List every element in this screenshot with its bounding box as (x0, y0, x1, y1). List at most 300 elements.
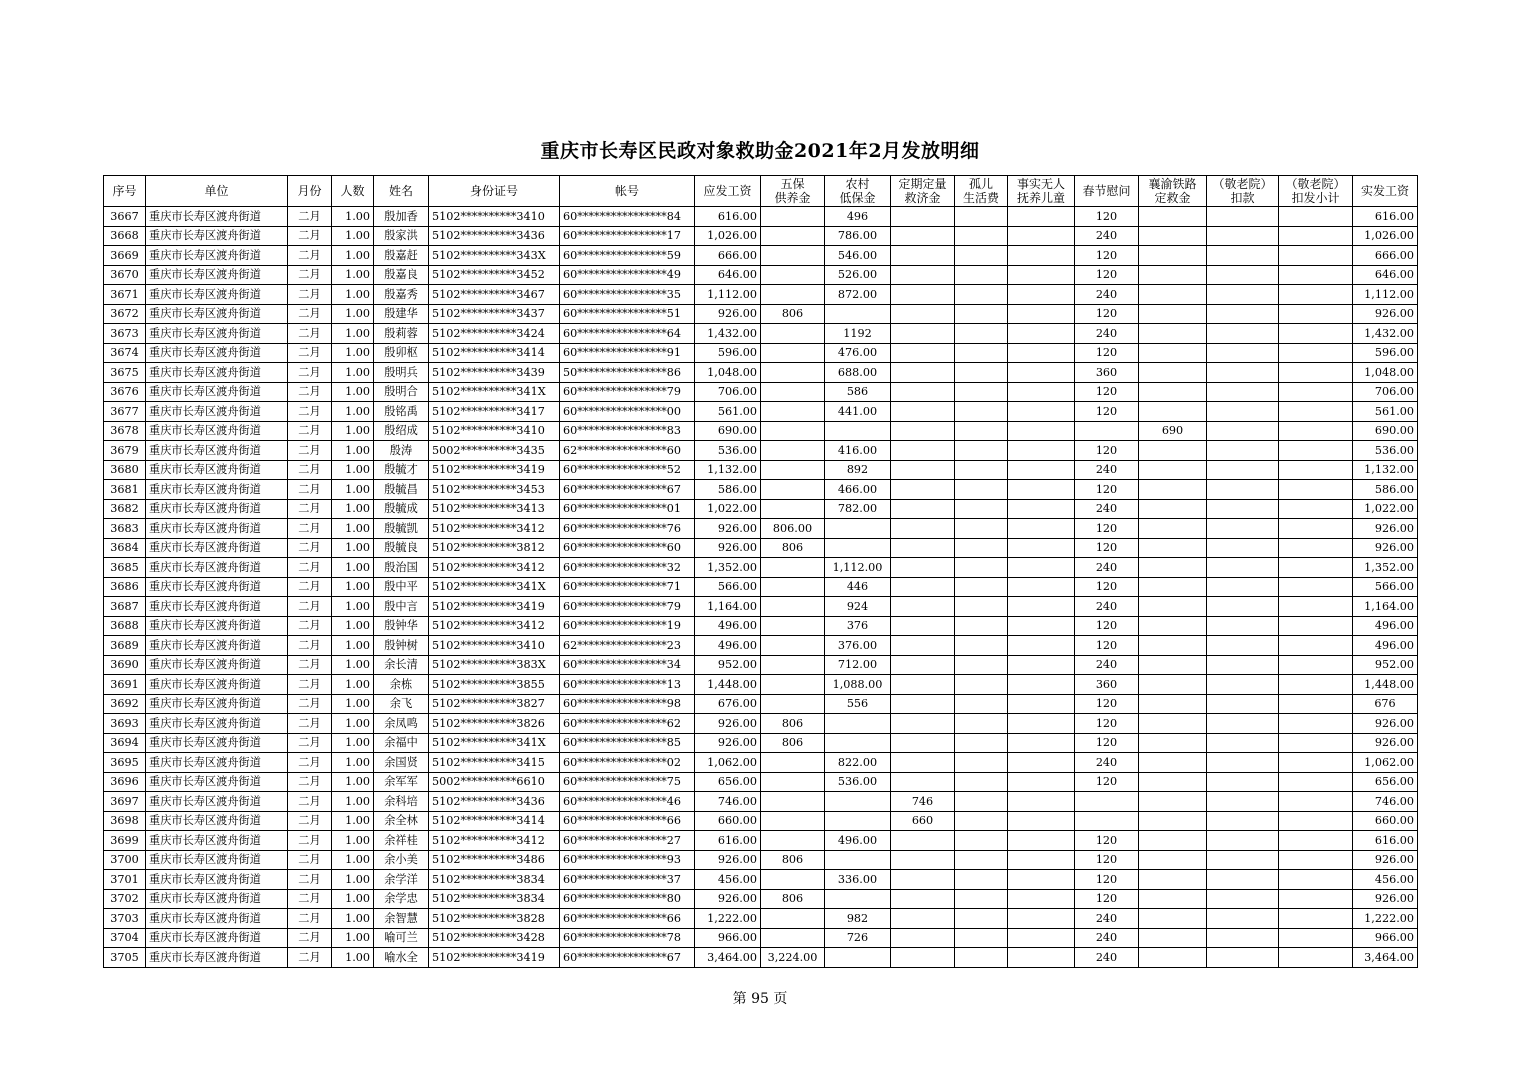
cell-spring-festival-condolence: 240 (1075, 928, 1139, 948)
cell-spring-festival-condolence: 120 (1075, 246, 1139, 266)
cell-five-guarantee-support (761, 558, 825, 578)
cell-unsupported-child-allowance (1008, 363, 1075, 383)
cell-unit: 重庆市长寿区渡舟街道 (146, 577, 288, 597)
cell-spring-festival-condolence: 120 (1075, 402, 1139, 422)
cell-regular-relief: 660 (891, 811, 955, 831)
cell-serial-no: 3693 (104, 714, 146, 734)
cell-rural-subsistence: 536.00 (825, 772, 891, 792)
cell-payable-amount: 561.00 (695, 402, 761, 422)
cell-five-guarantee-support (761, 694, 825, 714)
cell-headcount: 1.00 (332, 519, 374, 539)
cell-xiangyu-railway-relief (1139, 655, 1207, 675)
cell-spring-festival-condolence: 120 (1075, 382, 1139, 402)
cell-id-number: 5002**********6610 (429, 772, 560, 792)
cell-regular-relief (891, 460, 955, 480)
cell-payable-amount: 690.00 (695, 421, 761, 441)
cell-headcount: 1.00 (332, 928, 374, 948)
cell-nursing-home-deduction (1207, 343, 1279, 363)
cell-unit: 重庆市长寿区渡舟街道 (146, 363, 288, 383)
cell-month: 二月 (288, 285, 332, 305)
cell-rural-subsistence (825, 889, 891, 909)
cell-nursing-home-deduction-subtotal (1279, 499, 1353, 519)
table-row (104, 402, 1418, 422)
cell-spring-festival-condolence: 240 (1075, 948, 1139, 968)
cell-actual-amount: 1,164.00 (1353, 597, 1418, 617)
cell-five-guarantee-support (761, 655, 825, 675)
cell-id-number: 5102**********3453 (429, 480, 560, 500)
cell-nursing-home-deduction (1207, 889, 1279, 909)
cell-name: 殷钟华 (374, 616, 429, 636)
cell-rural-subsistence: 466.00 (825, 480, 891, 500)
cell-unit: 重庆市长寿区渡舟街道 (146, 889, 288, 909)
cell-month: 二月 (288, 402, 332, 422)
cell-rural-subsistence: 496.00 (825, 831, 891, 851)
table-row (104, 655, 1418, 675)
cell-unit: 重庆市长寿区渡舟街道 (146, 928, 288, 948)
cell-id-number: 5102**********3436 (429, 792, 560, 812)
cell-orphan-living-allowance (955, 714, 1008, 734)
cell-rural-subsistence: 1,112.00 (825, 558, 891, 578)
cell-name: 余祥桂 (374, 831, 429, 851)
cell-nursing-home-deduction (1207, 772, 1279, 792)
cell-unit: 重庆市长寿区渡舟街道 (146, 558, 288, 578)
cell-five-guarantee-support (761, 402, 825, 422)
cell-five-guarantee-support (761, 246, 825, 266)
cell-nursing-home-deduction-subtotal (1279, 421, 1353, 441)
cell-serial-no: 3686 (104, 577, 146, 597)
cell-unit: 重庆市长寿区渡舟街道 (146, 402, 288, 422)
page-number: 第 95 页 (732, 991, 788, 1007)
cell-month: 二月 (288, 694, 332, 714)
cell-serial-no: 3697 (104, 792, 146, 812)
cell-unsupported-child-allowance (1008, 246, 1075, 266)
cell-unit: 重庆市长寿区渡舟街道 (146, 616, 288, 636)
cell-regular-relief (891, 363, 955, 383)
cell-five-guarantee-support (761, 792, 825, 812)
cell-name: 余栋 (374, 675, 429, 695)
cell-serial-no: 3683 (104, 519, 146, 539)
cell-name: 余全林 (374, 811, 429, 831)
cell-id-number: 5102**********3413 (429, 499, 560, 519)
cell-headcount: 1.00 (332, 382, 374, 402)
cell-spring-festival-condolence: 120 (1075, 480, 1139, 500)
cell-account-number: 60****************32 (560, 558, 695, 578)
cell-actual-amount: 1,022.00 (1353, 499, 1418, 519)
cell-spring-festival-condolence: 120 (1075, 577, 1139, 597)
cell-unsupported-child-allowance (1008, 831, 1075, 851)
table-row (104, 441, 1418, 461)
cell-unit: 重庆市长寿区渡舟街道 (146, 480, 288, 500)
cell-account-number: 60****************71 (560, 577, 695, 597)
cell-month: 二月 (288, 733, 332, 753)
cell-payable-amount: 746.00 (695, 792, 761, 812)
cell-account-number: 60****************79 (560, 597, 695, 617)
cell-regular-relief (891, 519, 955, 539)
cell-orphan-living-allowance (955, 499, 1008, 519)
cell-five-guarantee-support (761, 265, 825, 285)
cell-actual-amount: 660.00 (1353, 811, 1418, 831)
cell-account-number: 60****************17 (560, 226, 695, 246)
cell-account-number: 60****************79 (560, 382, 695, 402)
cell-id-number: 5102**********3415 (429, 753, 560, 773)
cell-nursing-home-deduction (1207, 246, 1279, 266)
cell-regular-relief (891, 636, 955, 656)
table-row (104, 772, 1418, 792)
cell-unsupported-child-allowance (1008, 519, 1075, 539)
cell-rural-subsistence: 586 (825, 382, 891, 402)
cell-payable-amount: 926.00 (695, 889, 761, 909)
cell-unit: 重庆市长寿区渡舟街道 (146, 636, 288, 656)
cell-account-number: 50****************86 (560, 363, 695, 383)
cell-actual-amount: 746.00 (1353, 792, 1418, 812)
cell-spring-festival-condolence (1075, 421, 1139, 441)
table-row (104, 265, 1418, 285)
cell-id-number: 5102**********341X (429, 577, 560, 597)
cell-actual-amount: 456.00 (1353, 870, 1418, 890)
cell-payable-amount: 596.00 (695, 343, 761, 363)
cell-month: 二月 (288, 343, 332, 363)
cell-regular-relief (891, 889, 955, 909)
cell-orphan-living-allowance (955, 733, 1008, 753)
cell-month: 二月 (288, 616, 332, 636)
cell-id-number: 5102**********3437 (429, 304, 560, 324)
cell-nursing-home-deduction (1207, 694, 1279, 714)
cell-serial-no: 3668 (104, 226, 146, 246)
cell-orphan-living-allowance (955, 811, 1008, 831)
cell-name: 余智慧 (374, 909, 429, 929)
cell-id-number: 5102**********3414 (429, 343, 560, 363)
header-unsupported-child-allowance: 事实无人 抚养儿童 (1008, 176, 1075, 207)
cell-payable-amount: 536.00 (695, 441, 761, 461)
cell-unsupported-child-allowance (1008, 304, 1075, 324)
cell-name: 殷嘉赶 (374, 246, 429, 266)
cell-orphan-living-allowance (955, 421, 1008, 441)
cell-unsupported-child-allowance (1008, 402, 1075, 422)
cell-account-number: 60****************98 (560, 694, 695, 714)
header-headcount: 人数 (332, 176, 374, 207)
cell-spring-festival-condolence (1075, 811, 1139, 831)
cell-serial-no: 3698 (104, 811, 146, 831)
cell-month: 二月 (288, 519, 332, 539)
cell-xiangyu-railway-relief (1139, 558, 1207, 578)
cell-account-number: 60****************27 (560, 831, 695, 851)
table-row (104, 870, 1418, 890)
cell-id-number: 5102**********3855 (429, 675, 560, 695)
cell-spring-festival-condolence: 240 (1075, 909, 1139, 929)
cell-serial-no: 3680 (104, 460, 146, 480)
cell-payable-amount: 1,164.00 (695, 597, 761, 617)
cell-actual-amount: 926.00 (1353, 519, 1418, 539)
cell-rural-subsistence (825, 519, 891, 539)
cell-nursing-home-deduction (1207, 909, 1279, 929)
cell-headcount: 1.00 (332, 460, 374, 480)
cell-regular-relief (891, 870, 955, 890)
cell-five-guarantee-support (761, 207, 825, 227)
cell-payable-amount: 3,464.00 (695, 948, 761, 968)
cell-nursing-home-deduction-subtotal (1279, 246, 1353, 266)
cell-payable-amount: 646.00 (695, 265, 761, 285)
cell-regular-relief: 746 (891, 792, 955, 812)
cell-account-number: 62****************60 (560, 441, 695, 461)
cell-xiangyu-railway-relief (1139, 265, 1207, 285)
cell-headcount: 1.00 (332, 675, 374, 695)
cell-unit: 重庆市长寿区渡舟街道 (146, 831, 288, 851)
cell-regular-relief (891, 324, 955, 344)
cell-name: 殷莉蓉 (374, 324, 429, 344)
cell-unit: 重庆市长寿区渡舟街道 (146, 519, 288, 539)
cell-unit: 重庆市长寿区渡舟街道 (146, 382, 288, 402)
cell-xiangyu-railway-relief (1139, 694, 1207, 714)
cell-id-number: 5102**********3428 (429, 928, 560, 948)
cell-nursing-home-deduction-subtotal (1279, 519, 1353, 539)
cell-xiangyu-railway-relief (1139, 324, 1207, 344)
cell-payable-amount: 1,022.00 (695, 499, 761, 519)
cell-account-number: 60****************85 (560, 733, 695, 753)
cell-regular-relief (891, 928, 955, 948)
cell-rural-subsistence (825, 948, 891, 968)
cell-payable-amount: 926.00 (695, 538, 761, 558)
cell-id-number: 5102**********383X (429, 655, 560, 675)
cell-rural-subsistence: 822.00 (825, 753, 891, 773)
cell-xiangyu-railway-relief (1139, 714, 1207, 734)
table-row (104, 226, 1418, 246)
cell-id-number: 5102**********3834 (429, 870, 560, 890)
cell-name: 殷钟树 (374, 636, 429, 656)
cell-unsupported-child-allowance (1008, 207, 1075, 227)
header-account-number: 帐号 (560, 176, 695, 207)
cell-month: 二月 (288, 636, 332, 656)
cell-name: 殷毓良 (374, 538, 429, 558)
header-unit: 单位 (146, 176, 288, 207)
cell-id-number: 5102**********3410 (429, 421, 560, 441)
cell-unsupported-child-allowance (1008, 382, 1075, 402)
cell-nursing-home-deduction-subtotal (1279, 265, 1353, 285)
cell-payable-amount: 660.00 (695, 811, 761, 831)
cell-account-number: 60****************49 (560, 265, 695, 285)
cell-headcount: 1.00 (332, 636, 374, 656)
cell-payable-amount: 966.00 (695, 928, 761, 948)
cell-payable-amount: 926.00 (695, 519, 761, 539)
cell-id-number: 5102**********3452 (429, 265, 560, 285)
cell-nursing-home-deduction-subtotal (1279, 207, 1353, 227)
cell-month: 二月 (288, 499, 332, 519)
cell-headcount: 1.00 (332, 597, 374, 617)
cell-regular-relief (891, 402, 955, 422)
cell-name: 余长清 (374, 655, 429, 675)
cell-nursing-home-deduction-subtotal (1279, 714, 1353, 734)
cell-name: 喻可兰 (374, 928, 429, 948)
cell-rural-subsistence: 688.00 (825, 363, 891, 383)
cell-month: 二月 (288, 772, 332, 792)
cell-rural-subsistence: 416.00 (825, 441, 891, 461)
cell-account-number: 60****************67 (560, 480, 695, 500)
header-month: 月份 (288, 176, 332, 207)
cell-headcount: 1.00 (332, 265, 374, 285)
cell-spring-festival-condolence: 120 (1075, 636, 1139, 656)
cell-account-number: 60****************75 (560, 772, 695, 792)
cell-actual-amount: 1,352.00 (1353, 558, 1418, 578)
cell-headcount: 1.00 (332, 226, 374, 246)
cell-spring-festival-condolence: 120 (1075, 889, 1139, 909)
cell-payable-amount: 1,448.00 (695, 675, 761, 695)
cell-actual-amount: 1,048.00 (1353, 363, 1418, 383)
table-row (104, 246, 1418, 266)
cell-id-number: 5102**********3828 (429, 909, 560, 929)
cell-nursing-home-deduction-subtotal (1279, 382, 1353, 402)
cell-nursing-home-deduction (1207, 831, 1279, 851)
cell-rural-subsistence: 924 (825, 597, 891, 617)
cell-rural-subsistence: 446 (825, 577, 891, 597)
cell-name: 殷铭禹 (374, 402, 429, 422)
cell-unsupported-child-allowance (1008, 909, 1075, 929)
table-header-row (104, 176, 1418, 207)
table-row (104, 928, 1418, 948)
cell-nursing-home-deduction (1207, 850, 1279, 870)
cell-account-number: 60****************78 (560, 928, 695, 948)
cell-rural-subsistence: 872.00 (825, 285, 891, 305)
cell-orphan-living-allowance (955, 207, 1008, 227)
cell-nursing-home-deduction-subtotal (1279, 772, 1353, 792)
cell-xiangyu-railway-relief (1139, 441, 1207, 461)
cell-month: 二月 (288, 714, 332, 734)
table-row (104, 499, 1418, 519)
cell-id-number: 5102**********3419 (429, 597, 560, 617)
cell-account-number: 60****************51 (560, 304, 695, 324)
cell-serial-no: 3691 (104, 675, 146, 695)
cell-unit: 重庆市长寿区渡舟街道 (146, 597, 288, 617)
cell-month: 二月 (288, 850, 332, 870)
cell-serial-no: 3676 (104, 382, 146, 402)
cell-orphan-living-allowance (955, 636, 1008, 656)
cell-headcount: 1.00 (332, 402, 374, 422)
cell-unit: 重庆市长寿区渡舟街道 (146, 792, 288, 812)
cell-actual-amount: 706.00 (1353, 382, 1418, 402)
cell-regular-relief (891, 714, 955, 734)
header-name: 姓名 (374, 176, 429, 207)
cell-spring-festival-condolence: 240 (1075, 460, 1139, 480)
cell-five-guarantee-support (761, 753, 825, 773)
cell-five-guarantee-support (761, 343, 825, 363)
cell-spring-festival-condolence: 240 (1075, 226, 1139, 246)
cell-xiangyu-railway-relief (1139, 811, 1207, 831)
header-regular-relief: 定期定量 救济金 (891, 176, 955, 207)
cell-five-guarantee-support (761, 363, 825, 383)
cell-five-guarantee-support: 806 (761, 850, 825, 870)
cell-five-guarantee-support (761, 597, 825, 617)
cell-xiangyu-railway-relief (1139, 850, 1207, 870)
cell-month: 二月 (288, 558, 332, 578)
cell-unsupported-child-allowance (1008, 441, 1075, 461)
cell-orphan-living-allowance (955, 324, 1008, 344)
cell-rural-subsistence: 892 (825, 460, 891, 480)
table-row (104, 597, 1418, 617)
cell-name: 殷毓成 (374, 499, 429, 519)
cell-actual-amount: 676 (1353, 694, 1418, 714)
cell-spring-festival-condolence: 240 (1075, 324, 1139, 344)
cell-payable-amount: 926.00 (695, 733, 761, 753)
cell-five-guarantee-support (761, 460, 825, 480)
cell-nursing-home-deduction (1207, 226, 1279, 246)
cell-orphan-living-allowance (955, 577, 1008, 597)
cell-name: 殷卯枢 (374, 343, 429, 363)
cell-actual-amount: 1,026.00 (1353, 226, 1418, 246)
cell-actual-amount: 646.00 (1353, 265, 1418, 285)
cell-unit: 重庆市长寿区渡舟街道 (146, 265, 288, 285)
cell-headcount: 1.00 (332, 558, 374, 578)
cell-name: 余小美 (374, 850, 429, 870)
cell-nursing-home-deduction-subtotal (1279, 636, 1353, 656)
cell-name: 余国贤 (374, 753, 429, 773)
cell-headcount: 1.00 (332, 363, 374, 383)
cell-name: 殷建华 (374, 304, 429, 324)
cell-spring-festival-condolence: 360 (1075, 363, 1139, 383)
cell-five-guarantee-support: 806 (761, 304, 825, 324)
cell-unit: 重庆市长寿区渡舟街道 (146, 694, 288, 714)
table-row (104, 577, 1418, 597)
cell-rural-subsistence (825, 733, 891, 753)
cell-unit: 重庆市长寿区渡舟街道 (146, 460, 288, 480)
cell-unsupported-child-allowance (1008, 480, 1075, 500)
cell-five-guarantee-support: 806 (761, 538, 825, 558)
cell-serial-no: 3678 (104, 421, 146, 441)
cell-name: 殷明合 (374, 382, 429, 402)
cell-actual-amount: 566.00 (1353, 577, 1418, 597)
cell-nursing-home-deduction (1207, 753, 1279, 773)
cell-headcount: 1.00 (332, 948, 374, 968)
cell-rural-subsistence (825, 811, 891, 831)
cell-id-number: 5102**********3812 (429, 538, 560, 558)
cell-serial-no: 3695 (104, 753, 146, 773)
cell-actual-amount: 586.00 (1353, 480, 1418, 500)
cell-headcount: 1.00 (332, 811, 374, 831)
cell-spring-festival-condolence: 240 (1075, 753, 1139, 773)
cell-headcount: 1.00 (332, 324, 374, 344)
cell-orphan-living-allowance (955, 870, 1008, 890)
cell-nursing-home-deduction-subtotal (1279, 616, 1353, 636)
cell-xiangyu-railway-relief (1139, 870, 1207, 890)
cell-unsupported-child-allowance (1008, 850, 1075, 870)
cell-unsupported-child-allowance (1008, 636, 1075, 656)
cell-nursing-home-deduction-subtotal (1279, 441, 1353, 461)
cell-headcount: 1.00 (332, 538, 374, 558)
cell-actual-amount: 666.00 (1353, 246, 1418, 266)
payment-table (103, 175, 1418, 968)
cell-account-number: 60****************64 (560, 324, 695, 344)
cell-orphan-living-allowance (955, 285, 1008, 305)
cell-xiangyu-railway-relief (1139, 304, 1207, 324)
cell-id-number: 5102**********3467 (429, 285, 560, 305)
cell-rural-subsistence: 786.00 (825, 226, 891, 246)
cell-headcount: 1.00 (332, 850, 374, 870)
cell-orphan-living-allowance (955, 850, 1008, 870)
cell-spring-festival-condolence: 120 (1075, 343, 1139, 363)
table-row (104, 207, 1418, 227)
cell-actual-amount: 561.00 (1353, 402, 1418, 422)
table-row (104, 343, 1418, 363)
cell-month: 二月 (288, 363, 332, 383)
cell-unit: 重庆市长寿区渡舟街道 (146, 909, 288, 929)
cell-name: 余科培 (374, 792, 429, 812)
cell-id-number: 5102**********3410 (429, 207, 560, 227)
cell-xiangyu-railway-relief (1139, 519, 1207, 539)
cell-orphan-living-allowance (955, 753, 1008, 773)
cell-nursing-home-deduction-subtotal (1279, 285, 1353, 305)
cell-orphan-living-allowance (955, 792, 1008, 812)
cell-orphan-living-allowance (955, 304, 1008, 324)
table-row (104, 753, 1418, 773)
cell-nursing-home-deduction-subtotal (1279, 948, 1353, 968)
cell-unsupported-child-allowance (1008, 421, 1075, 441)
